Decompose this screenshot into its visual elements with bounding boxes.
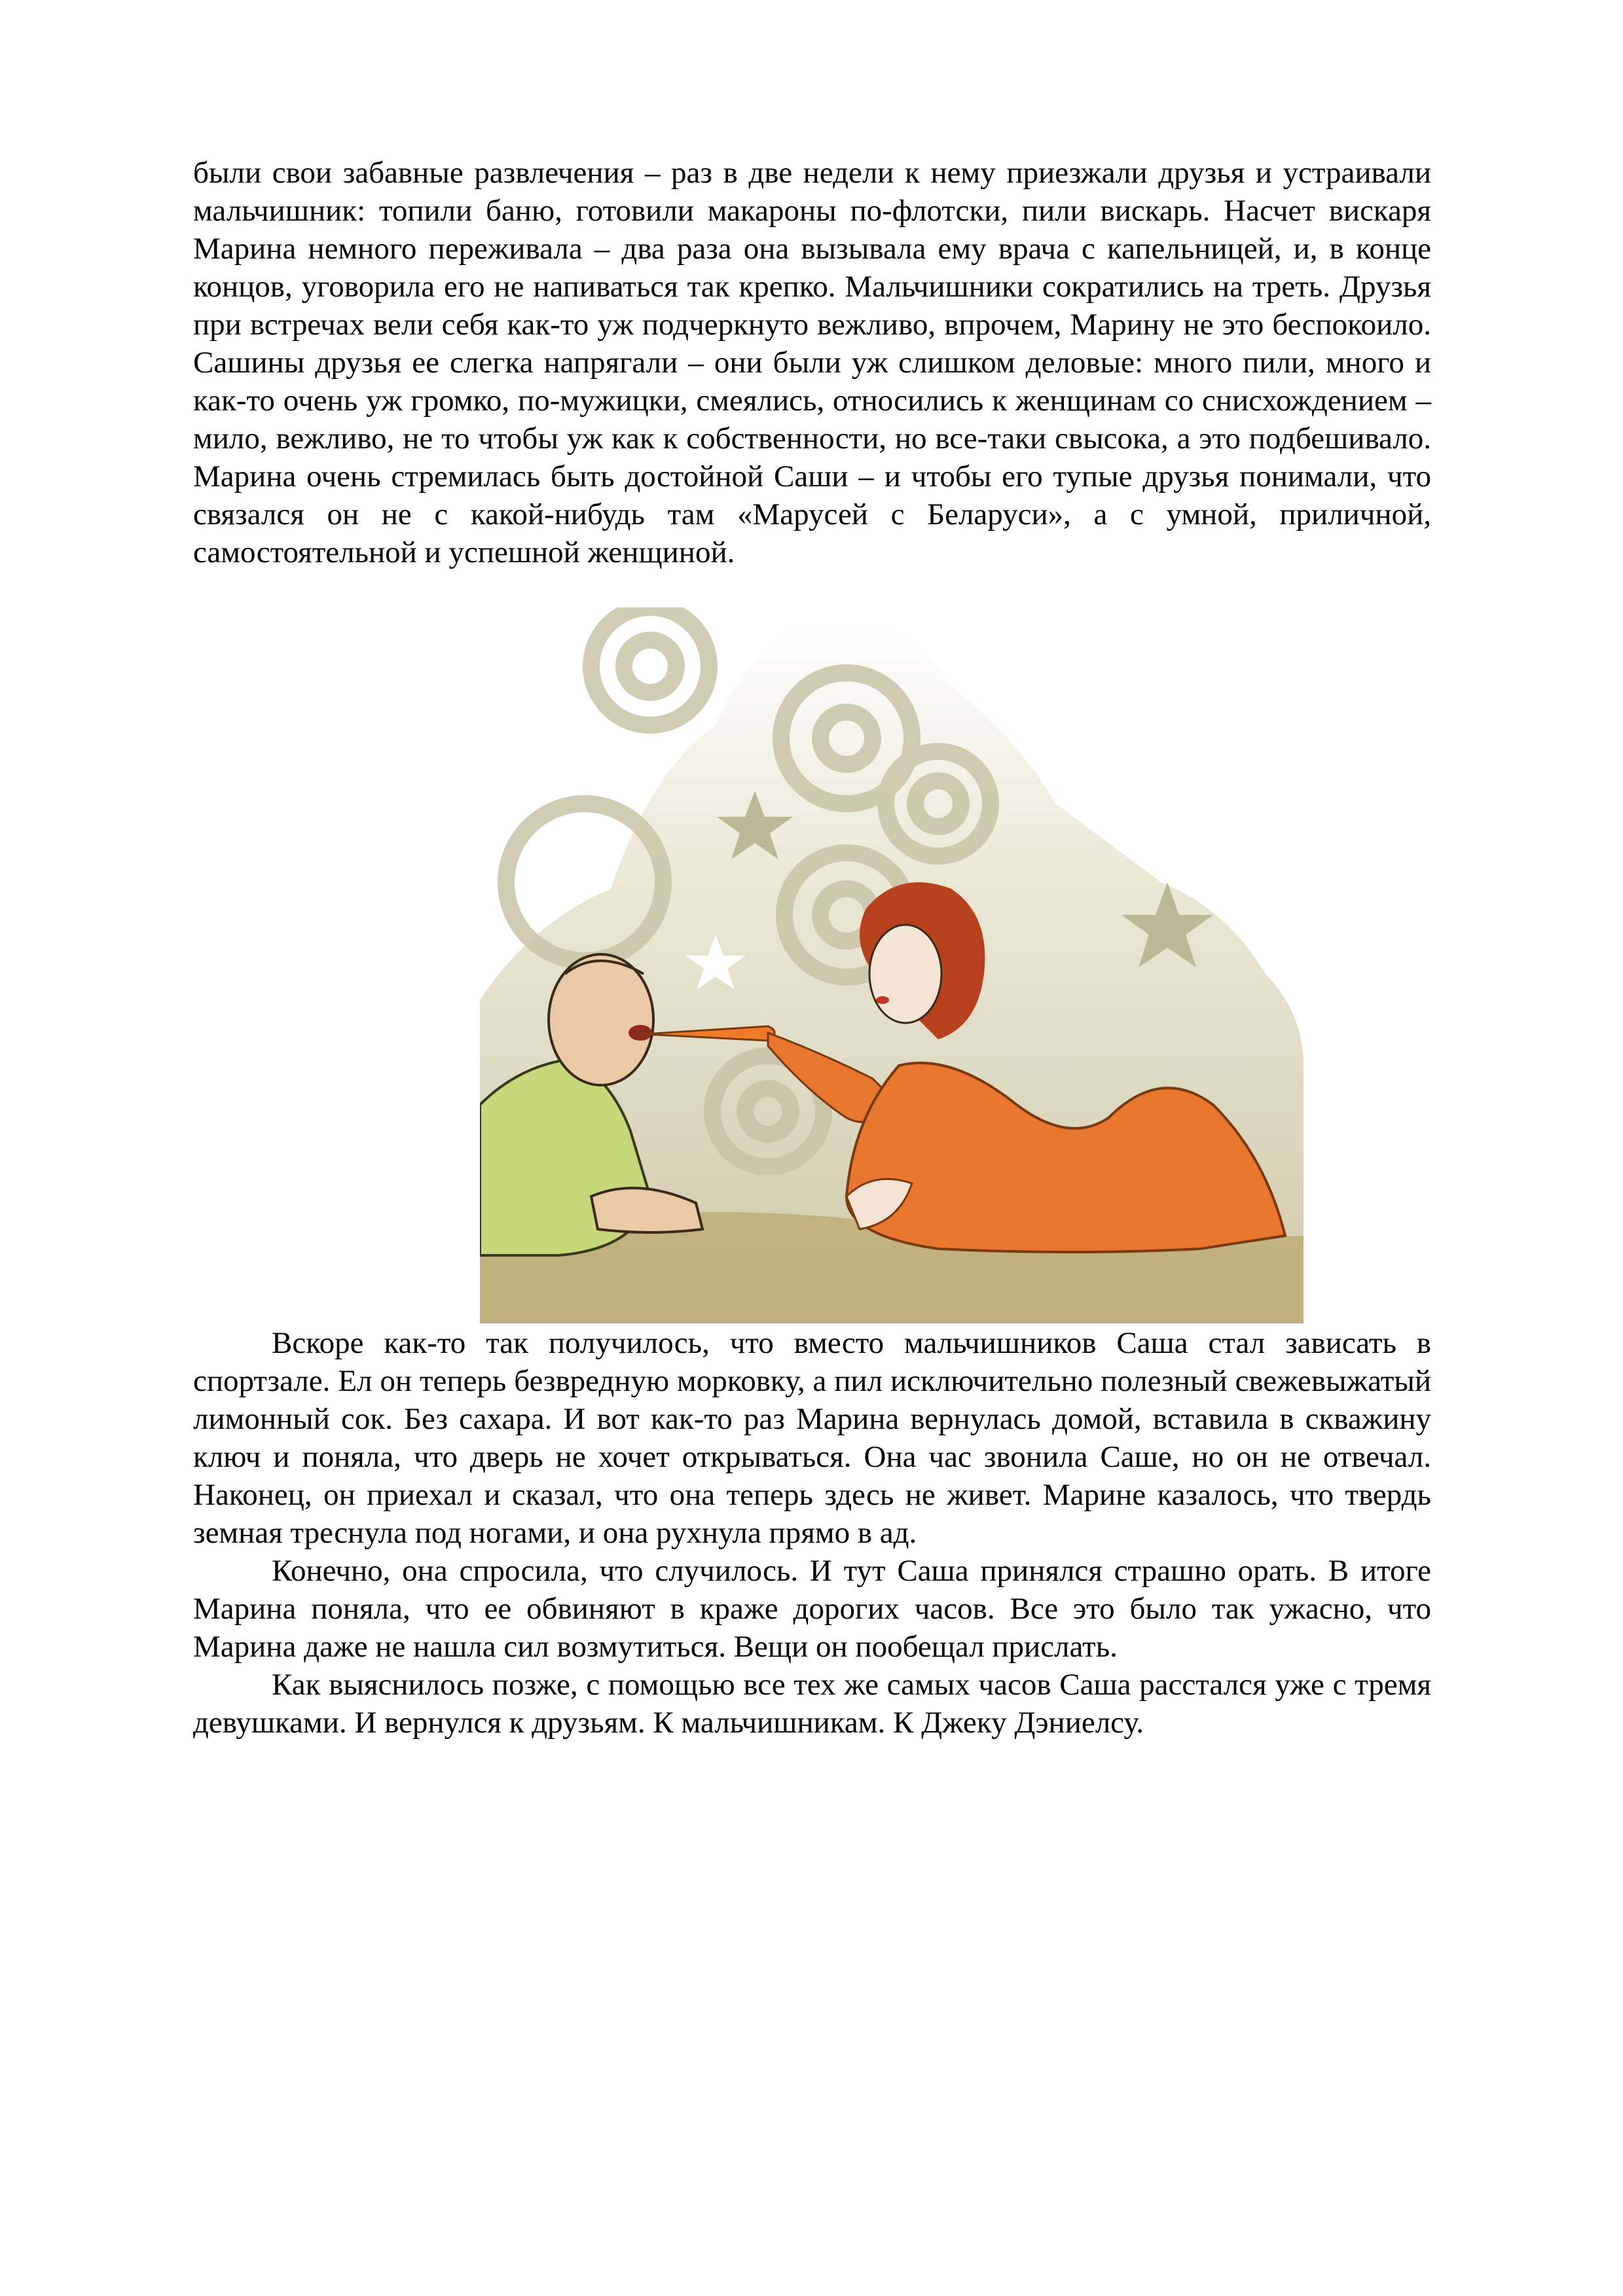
text-block-top [193,154,1431,571]
paragraph: Как выяснилось позже, с помощью все тех же самых часов Саша расстался уже с тремя девушками. И вернулся к друзьям. К мальчишникам. К Джеку Дэниелсу. [193,1668,1431,1740]
paragraph: были свои забавные развлечения – раз в две недели к нему приезжали друзья и устраивали мальчишник: топили баню, готовили макароны по-флотски, пили вискарь. Насчет вискаря Марина немного переживала – два раза она вызывала ему врача с капельницей, и, в конце концов, уговорила его не напиваться так крепко. Мальчишники сократились на треть. Друзья при встречах вели себя как-то уж подчеркнуто вежливо, впрочем, Марину не это беспокоило. Сашины друзья ее слегка напрягали – они были уж слишком деловые: много пили, много и как-то очень уж громко, по-мужицки, смеялись, относились к женщинам со снисхождением – мило, вежливо, не то чтобы уж как к собственности, но все-таки свысока, а это подбешивало. Марина очень стремилась быть достойной Саши – и чтобы его тупые друзья понимали, что связался он не с какой-нибудь там «Марусей с Беларуси», а с умной, приличной, самостоятельной и успешной женщиной. [193,156,1431,569]
illustration-svg [480,607,1304,1323]
paragraph: Вскоре как-то так получилось, что вместо мальчишников Саша стал зависать в спортзале. Ел он теперь безвредную морковку, а пил исключительно полезный свежевыжатый лимонный сок. Без сахара. И вот как-то раз Марина вернулась домой, вставила в скважину ключ и поняла, что дверь не хочет открываться. Она час звонила Саше, но он не отвечал. Наконец, он приехал и сказал, что она теперь здесь не живет. Марине казалось, что твердь земная треснула под ногами, и она рухнула прямо в ад. [193,1326,1431,1550]
text-block-bottom [193,1324,1431,1742]
couple-carrot-illustration [480,607,1304,1323]
paragraph: Конечно, она спросила, что случилось. И тут Саша принялся страшно орать. В итоге Марина поняла, что ее обвиняют в краже дорогих часов. Все это было так ужасно, что Марина даже не нашла сил возмутиться. Вещи он пообещал прислать. [193,1554,1431,1664]
